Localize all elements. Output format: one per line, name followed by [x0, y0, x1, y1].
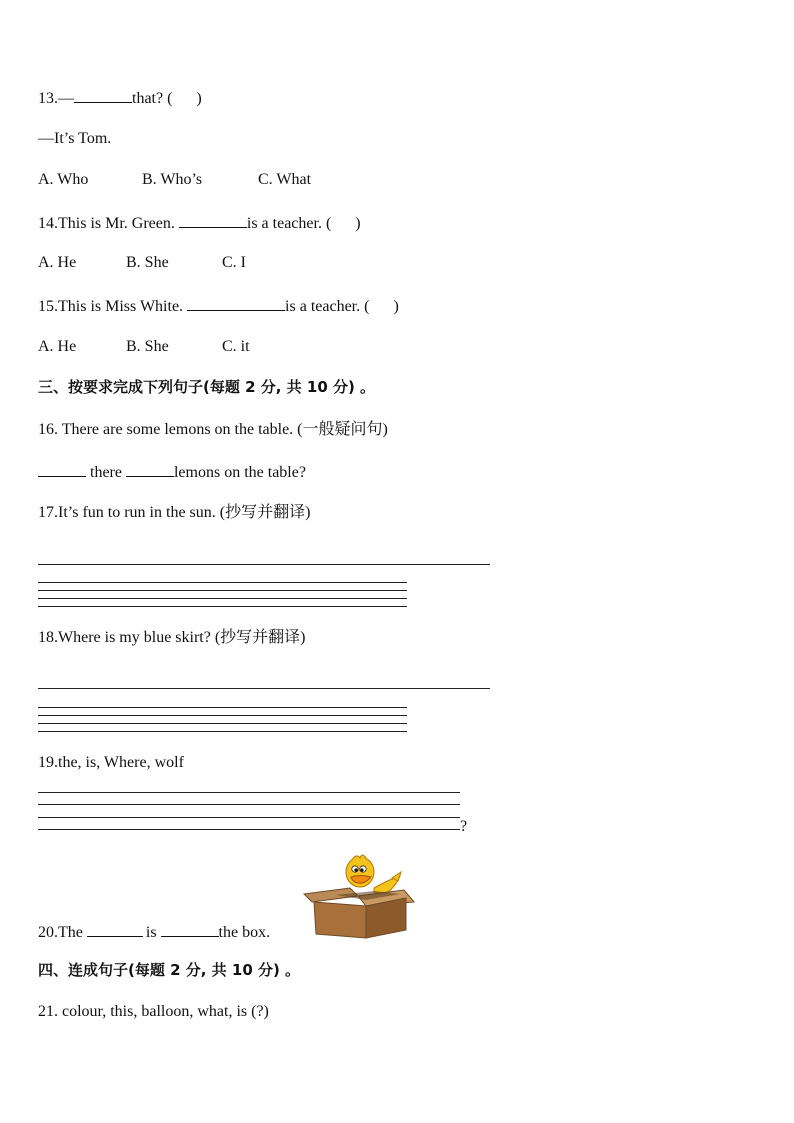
q20-prompt: 20.The is the box. — [38, 921, 270, 943]
q18-prompt: 18.Where is my blue skirt? (抄写并翻译) — [38, 629, 306, 646]
q17-writing-line[interactable] — [38, 590, 407, 591]
q17-writing-line[interactable] — [38, 598, 407, 599]
q19-prompt: 19.the, is, Where, wolf — [38, 754, 184, 771]
q15-prompt: 15.This is Miss White. is a teacher. ( ) — [38, 295, 399, 317]
q16-answer-line: there lemons on the table? — [38, 461, 306, 483]
q17-writing-line[interactable] — [38, 582, 407, 583]
q20-blank-2[interactable] — [161, 921, 219, 937]
q13-options — [38, 170, 311, 190]
q13-blank[interactable] — [74, 87, 132, 103]
q17-prompt: 17.It’s fun to run in the sun. (抄写并翻译) — [38, 504, 311, 521]
q15-option-c[interactable]: C. it — [222, 338, 250, 355]
q18-writing-line[interactable] — [38, 723, 407, 724]
q14-prompt: 14.This is Mr. Green. is a teacher. ( ) — [38, 212, 361, 234]
q18-writing-line[interactable] — [38, 715, 407, 716]
q14-option-c[interactable]: C. I — [222, 254, 246, 271]
q15-option-a[interactable]: A. He — [38, 338, 77, 355]
q14-option-a[interactable]: A. He — [38, 254, 77, 271]
q15-option-b[interactable]: B. She — [126, 338, 169, 355]
q18-writing-line[interactable] — [38, 707, 407, 708]
q18-writing-line[interactable] — [38, 731, 407, 732]
q19-writing-line[interactable] — [38, 829, 460, 830]
q13-prompt: 13.— that? ( ) — [38, 87, 202, 109]
q17-answer-line[interactable] — [38, 564, 490, 565]
q19-writing-line[interactable] — [38, 792, 460, 793]
q19-writing-line[interactable] — [38, 817, 460, 818]
q13-option-c[interactable]: C. What — [258, 171, 312, 188]
q15-blank[interactable] — [187, 295, 285, 311]
q18-answer-line[interactable] — [38, 688, 490, 689]
q14-options — [38, 253, 246, 273]
q16-blank-1[interactable] — [38, 461, 86, 477]
q20-blank-1[interactable] — [87, 921, 143, 937]
q16-blank-2[interactable] — [126, 461, 174, 477]
q13-option-b[interactable]: B. Who’s — [142, 171, 203, 188]
q15-options — [38, 337, 250, 357]
q13-option-a[interactable]: A. Who — [38, 171, 89, 188]
q16-prompt: 16. There are some lemons on the table. (一般疑问句) — [38, 421, 388, 438]
q19-question-mark: ? — [460, 818, 468, 835]
duck-icon — [346, 855, 401, 893]
q14-option-b[interactable]: B. She — [126, 254, 169, 271]
cardboard-box-icon — [304, 888, 414, 938]
q13-reply: —It’s Tom. — [38, 130, 112, 147]
section4-heading: 四、连成句子(每题 2 分, 共 10 分) 。 — [38, 961, 301, 979]
section3-heading: 三、按要求完成下列句子(每题 2 分, 共 10 分) 。 — [38, 378, 376, 396]
q19-writing-line[interactable] — [38, 804, 460, 805]
q14-blank[interactable] — [179, 212, 247, 228]
q17-writing-line[interactable] — [38, 606, 407, 607]
q21-prompt: 21. colour, this, balloon, what, is (?) — [38, 1003, 269, 1020]
duck-in-box-image — [300, 850, 418, 940]
